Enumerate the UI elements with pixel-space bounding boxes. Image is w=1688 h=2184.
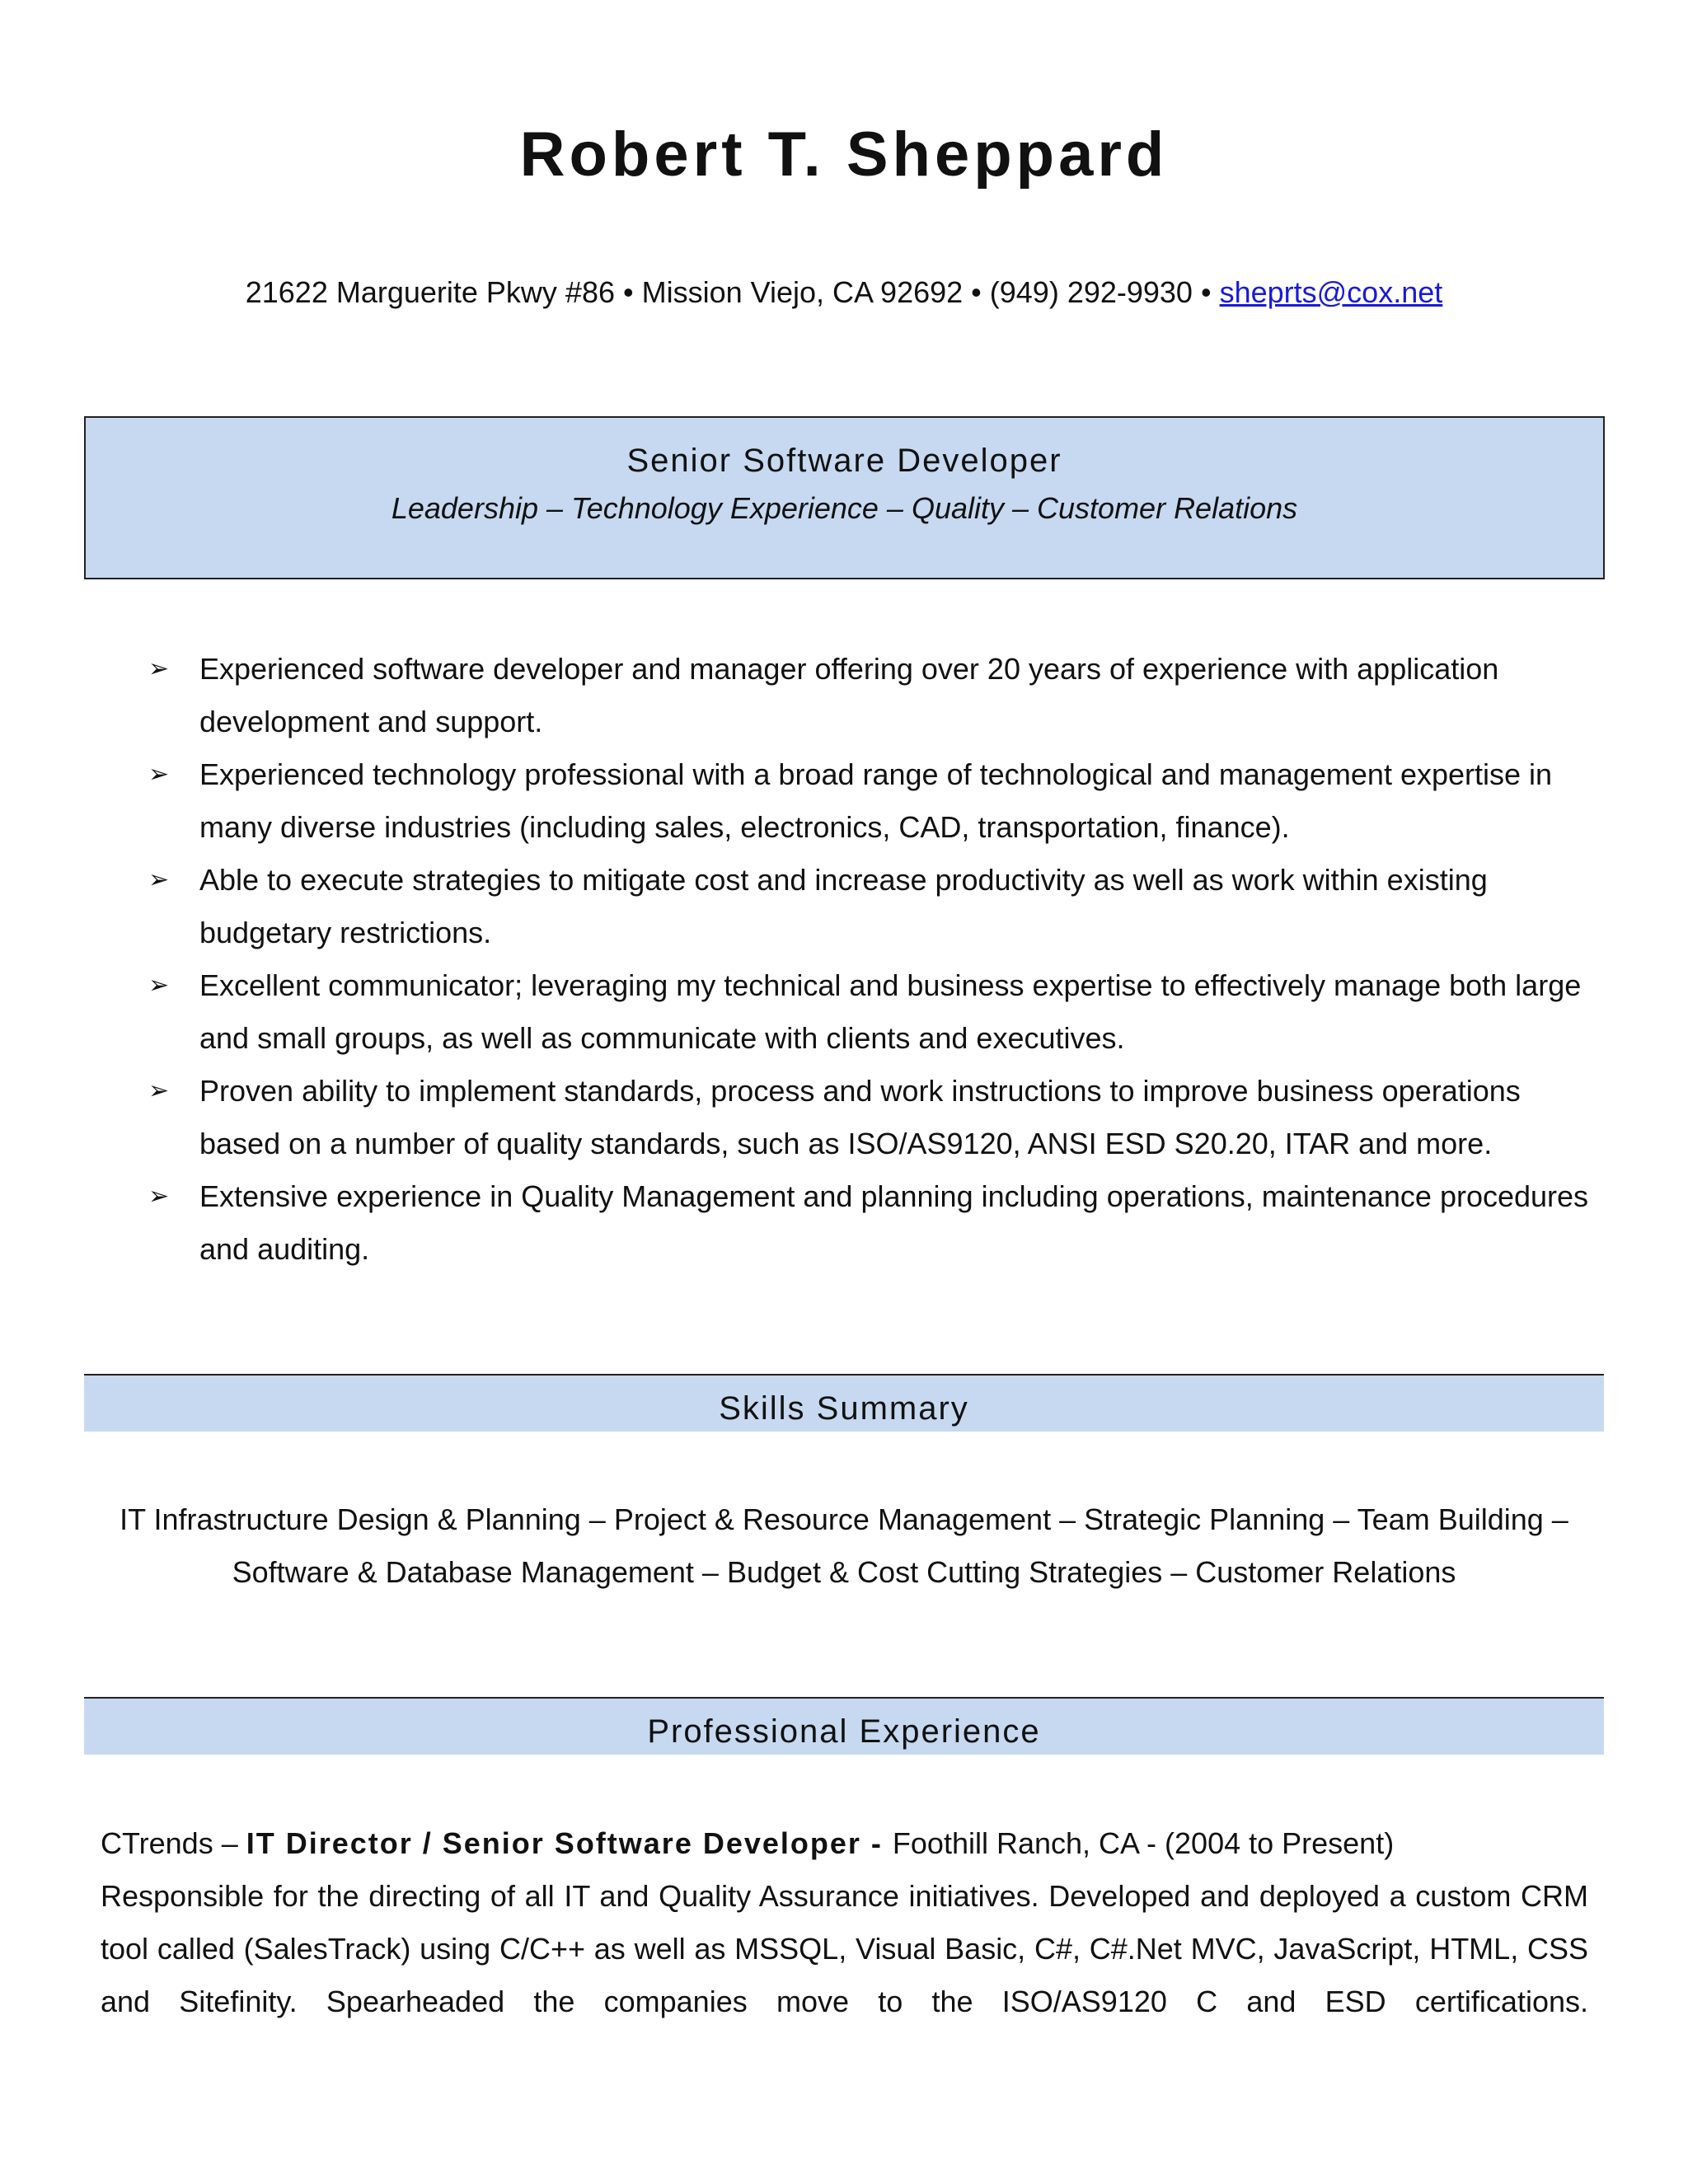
bullet-text: Able to execute strategies to mitigate cost and increase productivity as well as work within existing budgetary restrictions.: [199, 863, 1488, 949]
arrow-bullet-icon: ➢: [148, 866, 170, 893]
arrow-bullet-icon: ➢: [148, 1183, 170, 1210]
job-location-dates: Foothill Ranch, CA - (2004 to Present): [892, 1826, 1395, 1860]
target-role: Senior Software Developer: [626, 443, 1062, 479]
skills-line-1: IT Infrastructure Design & Planning – Project & Resource Management – Strategic Planning – Team Building –: [120, 1502, 1568, 1536]
email-link[interactable]: sheprts@cox.net: [1219, 275, 1443, 309]
job-header: [101, 1817, 1588, 1870]
list-item: [148, 748, 1599, 854]
arrow-bullet-icon: ➢: [148, 1077, 170, 1104]
job-description: Responsible for the directing of all IT and Quality Assurance initiatives. Developed and deployed a custom CRM tool called (SalesTrack) using C/C++ as well as MSSQL, Visual Basic, C#, C#.Net MVC, JavaScript, HTML, CSS and Sitefinity. Spearheaded the companies move to the ISO/AS9120 C and ESD certifications.: [101, 1879, 1588, 2018]
experience-heading: Professional Experience: [647, 1713, 1041, 1750]
bullet-text: Excellent communicator; leveraging my technical and business expertise to effectively manage both large and small groups, as well as communicate with clients and executives.: [199, 968, 1582, 1055]
arrow-bullet-icon: ➢: [148, 655, 170, 682]
bullet-text: Experienced software developer and manager offering over 20 years of experience with application development and support.: [199, 652, 1499, 738]
contact-address-phone: 21622 Marguerite Pkwy #86 • Mission Viejo, CA 92692 • (949) 292-9930 •: [245, 275, 1220, 309]
summary-bullets: [148, 643, 1599, 1276]
list-item: [148, 959, 1599, 1065]
arrow-bullet-icon: ➢: [148, 972, 170, 999]
role-tagline: Leadership – Technology Experience – Quality – Customer Relations: [391, 491, 1298, 525]
skills-heading: Skills Summary: [719, 1390, 969, 1427]
job-company: CTrends –: [101, 1826, 246, 1860]
bullet-text: Proven ability to implement standards, process and work instructions to improve business operations based on a number of quality standards, such as ISO/AS9120, ANSI ESD S20.20, ITAR and more.: [199, 1074, 1521, 1160]
title-box: [84, 416, 1605, 579]
list-item: [148, 643, 1599, 748]
skills-line-2: Software & Database Management – Budget & Cost Cutting Strategies – Customer Relations: [232, 1555, 1456, 1589]
bullet-text: Extensive experience in Quality Management and planning including operations, maintenance procedures and auditing.: [199, 1179, 1589, 1266]
job-entry: [101, 1817, 1588, 2028]
bullet-text: Experienced technology professional with a broad range of technological and management expertise in many diverse industries (including sales, electronics, CAD, transportation, finance).: [199, 757, 1553, 844]
candidate-name: Robert T. Sheppard: [519, 120, 1169, 190]
experience-section-header: [84, 1697, 1604, 1755]
list-item: [148, 1170, 1599, 1276]
arrow-bullet-icon: ➢: [148, 761, 170, 788]
list-item: [148, 854, 1599, 959]
skills-section-header: [84, 1374, 1604, 1432]
list-item: [148, 1065, 1599, 1170]
skills-summary: [84, 1493, 1604, 1599]
job-title: IT Director / Senior Software Developer -: [246, 1826, 893, 1860]
contact-line: [0, 276, 1688, 309]
